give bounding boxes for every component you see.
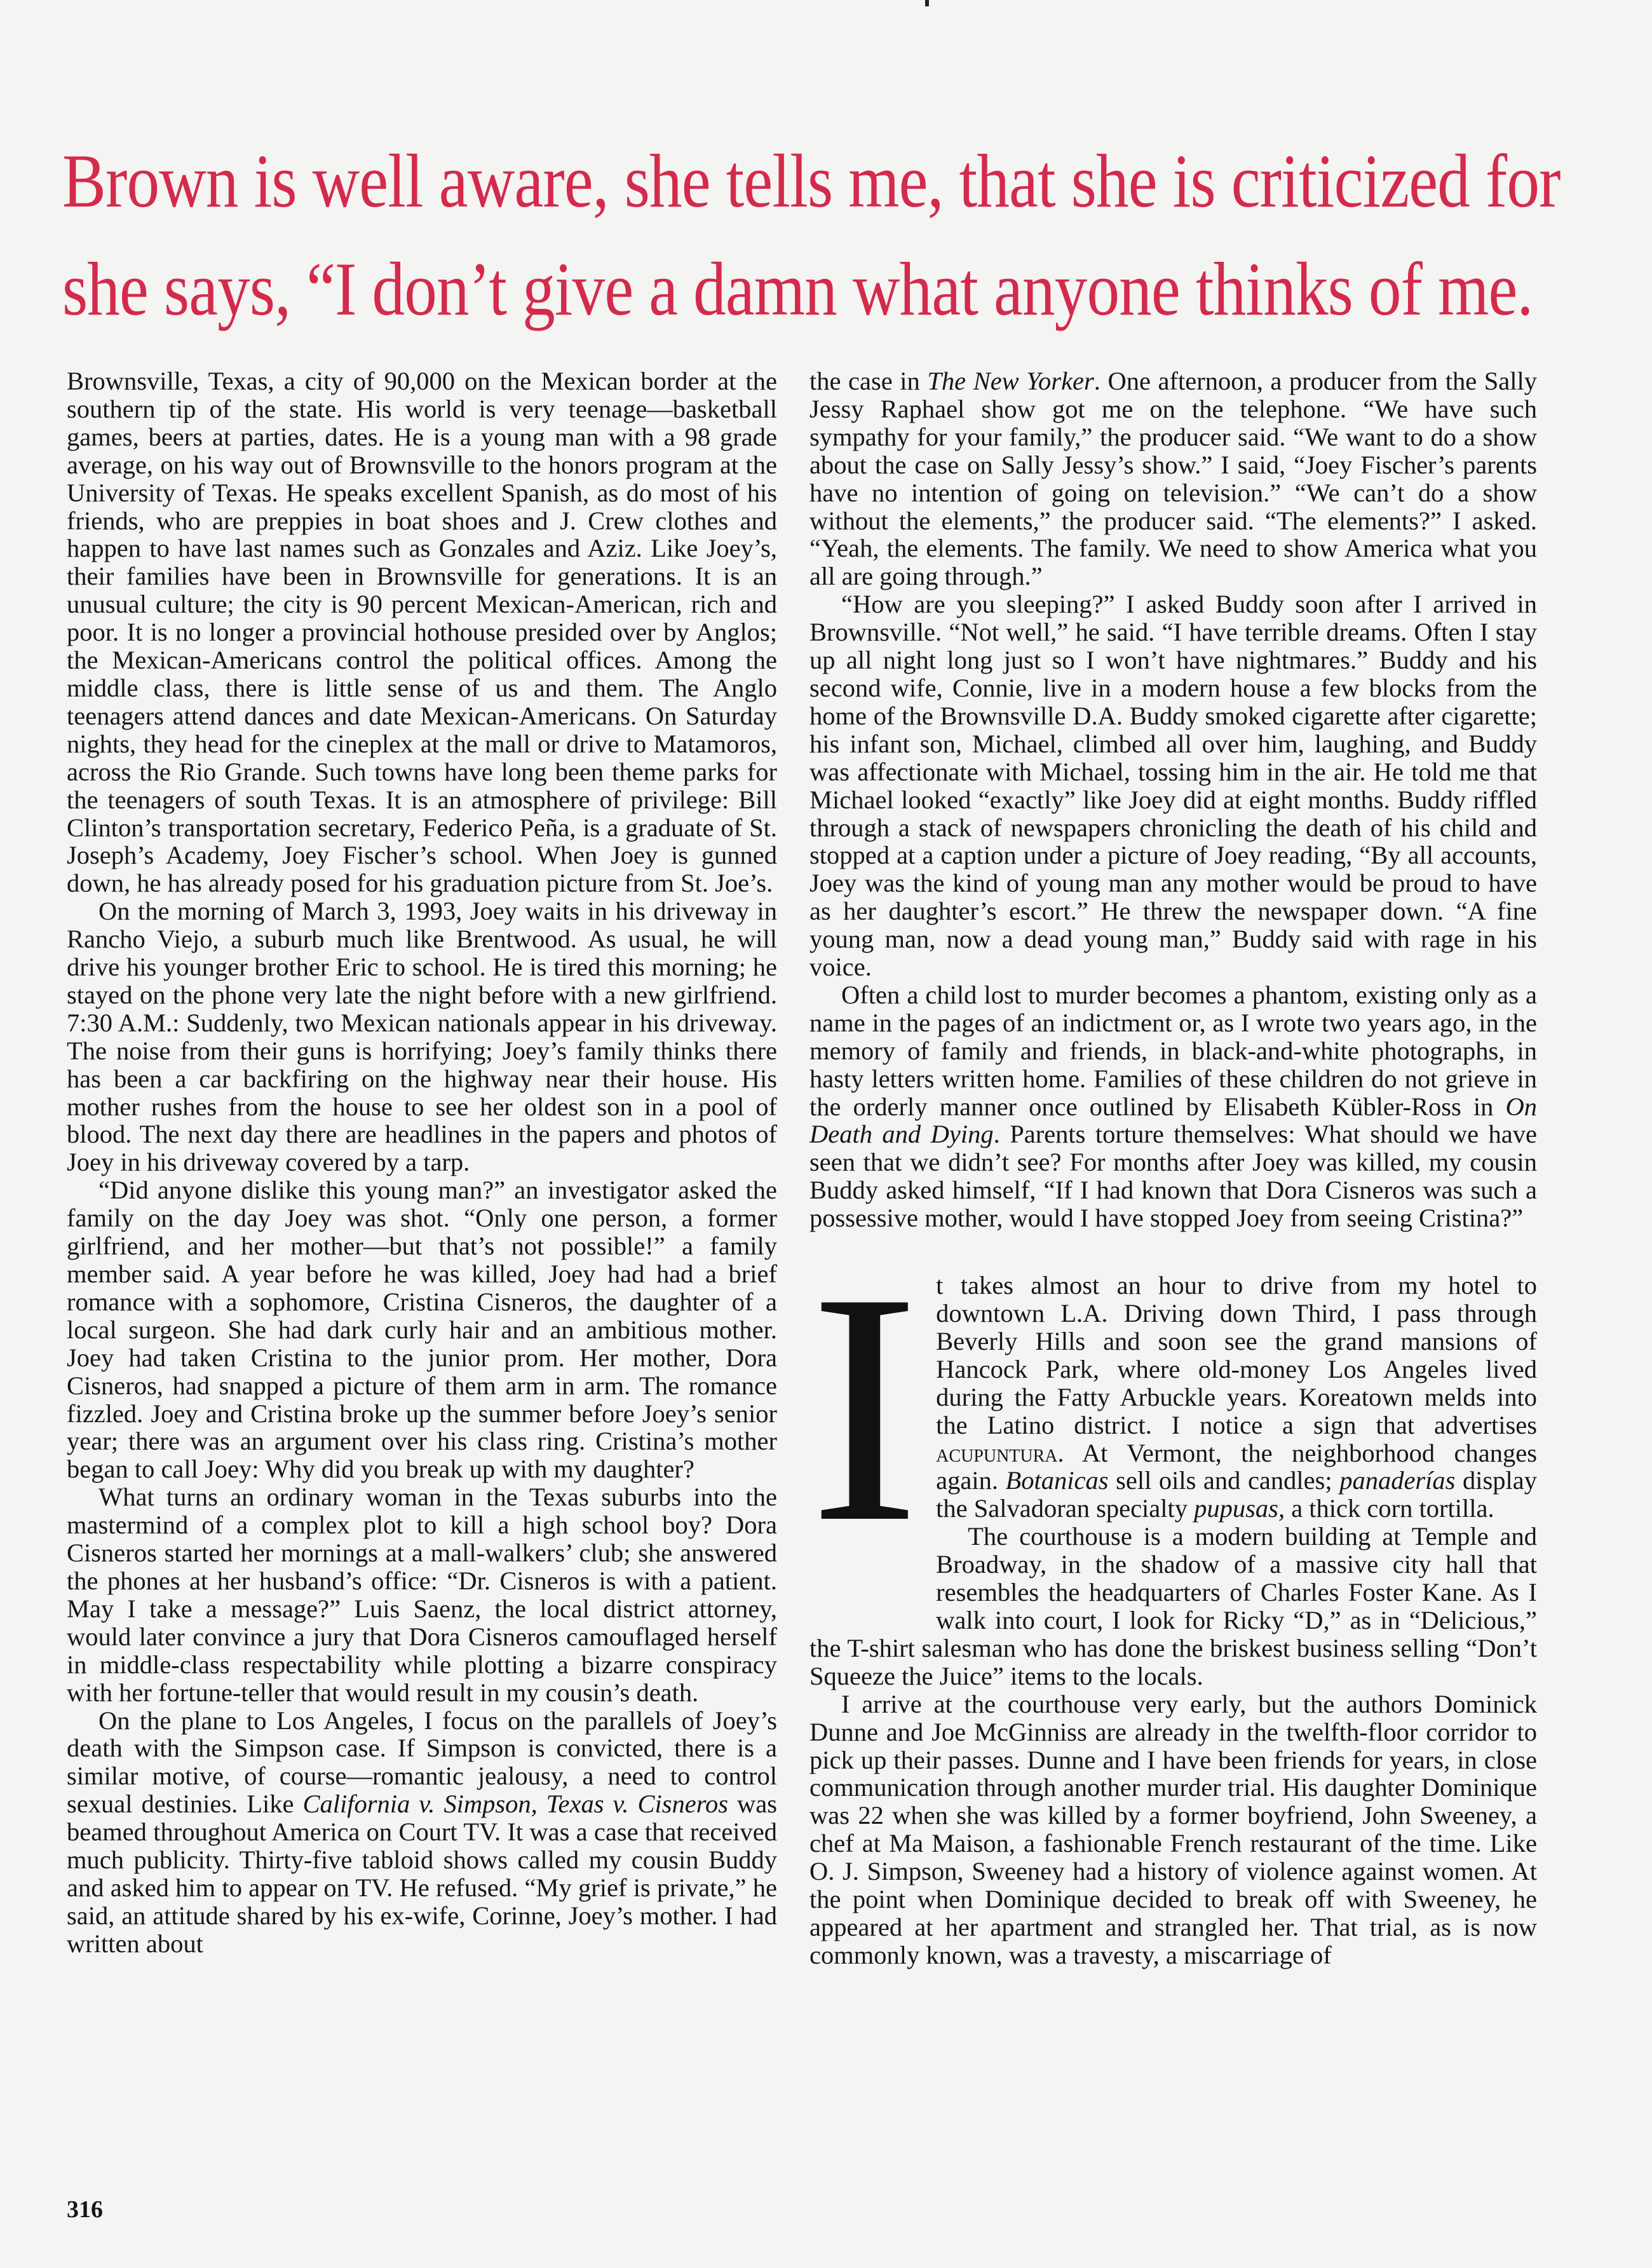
pull-quote-line-1: Brown is well aware, she tells me, that she is criticized for <box>62 139 1561 223</box>
paragraph: Brownsville, Texas, a city of 90,000 on the Mexican border at the southern tip of the state. His world is very teenage—basketball games, beers at parties, dates. He is a young man with a 98 grade average, on his way out of Brownsville to the honors program at the University of Texas. He speaks excellent Spanish, as do most of his friends, who are preppies in boat shoes and J. Crew clothes and happen to have last names such as Gonzales and Aziz. Like Joey’s, their families have been in Brownsville for generations. It is an unusual culture; the city is 90 percent Mexican-American, rich and poor. It is no longer a provincial hothouse presided over by Anglos; the Mexican-Americans control the political offices. Among the middle class, there is little sense of us and them. The Anglo teenagers attend dances and date Mexican-Americans. On Saturday nights, they head for the cineplex at the mall or drive to Matamoros, across the Rio Grande. Such towns have long been theme parks for the teenagers of south Texas. It is an atmosphere of privilege: Bill Clinton’s transportation secretary, Federico Peña, is a graduate of St. Joseph’s Academy, Joey Fischer’s school. When Joey is gunned down, he has already posed for his graduation picture from St. Joe’s. <box>67 367 777 898</box>
text-run: . One afternoon, a producer from the Sally Jessy Raphael show got me on the telephone. “We have such sympathy for your family,” the producer said. “We want to do a show about the case on Sally Jessy’s show.” I said, “Joey Fischer’s parents have no intention of going on television.” “We can’t do a show without the elements,” the producer said. “The elements?” I asked. “Yeah, the elements. The family. We need to show America what you all are going through.” <box>809 367 1538 591</box>
paragraph-with-drop-cap <box>809 1225 1537 1591</box>
text-run: the case in <box>809 367 928 395</box>
text-run: a thick corn tortilla. <box>1285 1494 1494 1523</box>
pull-quote <box>62 127 1561 343</box>
italic-term: panaderías <box>1339 1466 1456 1495</box>
drop-cap: I <box>809 1225 920 1591</box>
book-title-italic: On Death and Dying <box>809 1092 1537 1149</box>
text-run: was beamed throughout America on Court TV. It was a case that received much publicity. Thirty-five tabloid shows called my cousin Buddy and asked him to appear on TV. He refused. “My grief is private,” he said, an attitude shared by his ex-wife, Corinne, Joey’s mother. I had written about <box>67 1789 777 1958</box>
page-number: 316 <box>67 2196 103 2223</box>
paragraph: What turns an ordinary woman in the Texas suburbs into the mastermind of a complex plot to kill a high school boy? Dora Cisneros started her mornings at a mall-walkers’ club; she answered the phones at her husband’s office: “Dr. Cisneros is with a patient. May I take a message?” Luis Saenz, the local district attorney, would later convince a jury that Dora Cisneros camouflaged herself in middle-class respectability while plotting a bizarre conspiracy with her fortune-teller that would result in my cousin’s death. <box>67 1483 777 1707</box>
italic-term: Botanicas <box>1005 1466 1109 1495</box>
text-run: . At Vermont, the neighborhood changes again. <box>936 1438 1537 1495</box>
paragraph: On the morning of March 3, 1993, Joey waits in his driveway in Rancho Viejo, a suburb much like Brentwood. As usual, he will drive his younger brother Eric to school. He is tired this morning; he stayed on the phone very late the night before with a new girlfriend. 7:30 A.M.: Suddenly, two Mexican nationals appear in his driveway. The noise from their guns is horrifying; Joey’s family thinks there has been a car backfiring on the highway near their house. His mother rushes from the house to see her oldest son in a pool of blood. The next day there are headlines in the papers and photos of Joey in his driveway covered by a tarp. <box>67 897 777 1177</box>
text-run: display the Salvadoran specialty <box>936 1466 1537 1523</box>
paragraph <box>809 367 1537 590</box>
text-run: Often a child lost to murder becomes a phantom, existing only as a name in the pages of an indictment or, as I wrote two years ago, in the memory of family and friends, in black-and-white photographs, in hasty letters written home. Families of these children do not grieve in the orderly manner once outlined by Elisabeth Kübler-Ross in <box>809 980 1537 1121</box>
left-column <box>67 367 777 1958</box>
right-column <box>809 367 1537 1969</box>
publication-italic: The New Yorker <box>927 367 1094 395</box>
paragraph: I arrive at the courthouse very early, but the authors Dominick Dunne and Joe McGinniss are already in the twelfth-floor corridor to pick up their passes. Dunne and I have been friends for years, in close communication through another murder trial. His daughter Dominique was 22 when she was killed by a former boyfriend, John Sweeney, a chef at Ma Maison, a fashionable French restaurant of the time. Like O. J. Simpson, Sweeney had a history of violence against women. At the point when Dominique decided to break off with Sweeney, he appeared at her apartment and strangled her. That trial, as is now commonly known, was a travesty, a miscarriage of <box>809 1689 1537 1969</box>
pull-quote-line-2: she says, “I don’t give a damn what anyone thinks of me. <box>62 247 1533 331</box>
text-run: . Parents torture themselves: What should we have seen that we didn’t see? For months after Joey was killed, my cousin Buddy asked himself, “If I had known that Dora Cisneros was such a possessive mother, would I have stopped Joey from seeing Cristina?” <box>809 1120 1537 1233</box>
paragraph <box>67 1707 777 1958</box>
text-run: On the plane to Los Angeles, I focus on the parallels of Joey’s death with the Simpson case. If Simpson is convicted, there is a similar motive, of course—romantic jealousy, a need to control sexual destinies. Like <box>67 1706 777 1819</box>
case-name-italic: California v. Simpson, Texas v. Cisneros <box>302 1789 729 1819</box>
text-run: t takes almost an hour to drive from my hotel to downtown L.A. Driving down Third, I pass through Beverly Hills and soon see the grand mansions of Hancock Park, where old-money Los Angeles lived during the Fatty Arbuckle years. Koreatown melds into the Latino district. I notice a sign that advertises <box>936 1271 1537 1439</box>
italic-term: pupusas, <box>1194 1494 1285 1523</box>
paragraph: “How are you sleeping?” I asked Buddy soon after I arrived in Brownsville. “Not well,” he said. “I have terrible dreams. Often I stay up all night long just so I won’t have nightmares.” Buddy and his second wife, Connie, live in a modern house a few blocks from the home of the Brownsville D.A. Buddy smoked cigarette after cigarette; his infant son, Michael, climbed all over him, laughing, and Buddy was affectionate with Michael, tossing him in the air. He told me that Michael looked “exactly” like Joey did at eight months. Buddy riffled through a stack of newspapers chronicling the death of his child and stopped at a caption under a picture of Joey reading, “By all accounts, Joey was the kind of young man any mother would be proud to have as her daughter’s escort.” He threw the newspaper down. “A fine young man, now a dead young man,” Buddy said with rage in his voice. <box>809 590 1537 982</box>
sign-text-smallcaps: acupuntura <box>936 1438 1058 1467</box>
paragraph <box>809 981 1537 1232</box>
text-run: sell oils and candles; <box>1108 1466 1340 1495</box>
paragraph: The courthouse is a modern building at Temple and Broadway, in the shadow of a massive city hall that resembles the headquarters of Charles Foster Kane. As I walk into court, I look for Ricky “D,” as in “Delicious,” the T-shirt salesman who has done the briskest business selling “Don’t Squeeze the Juice” items to the locals. <box>809 1522 1537 1690</box>
paragraph: “Did anyone dislike this young man?” an investigator asked the family on the day Joey was shot. “Only one person, a former girlfriend, and her mother—but that’s not possible!” a family member said. A year before he was killed, Joey had had a brief romance with a sophomore, Cristina Cisneros, the daughter of a local surgeon. She had dark curly hair and an ambitious mother. Joey had taken Cristina to the junior prom. Her mother, Dora Cisneros, had snapped a picture of them arm in arm. The romance fizzled. Joey and Cristina broke up the summer before Joey’s senior year; there was an argument over his class ring. Cristina’s mother began to call Joey: Why did you break up with my daughter? <box>67 1176 777 1484</box>
crop-mark <box>925 0 929 6</box>
